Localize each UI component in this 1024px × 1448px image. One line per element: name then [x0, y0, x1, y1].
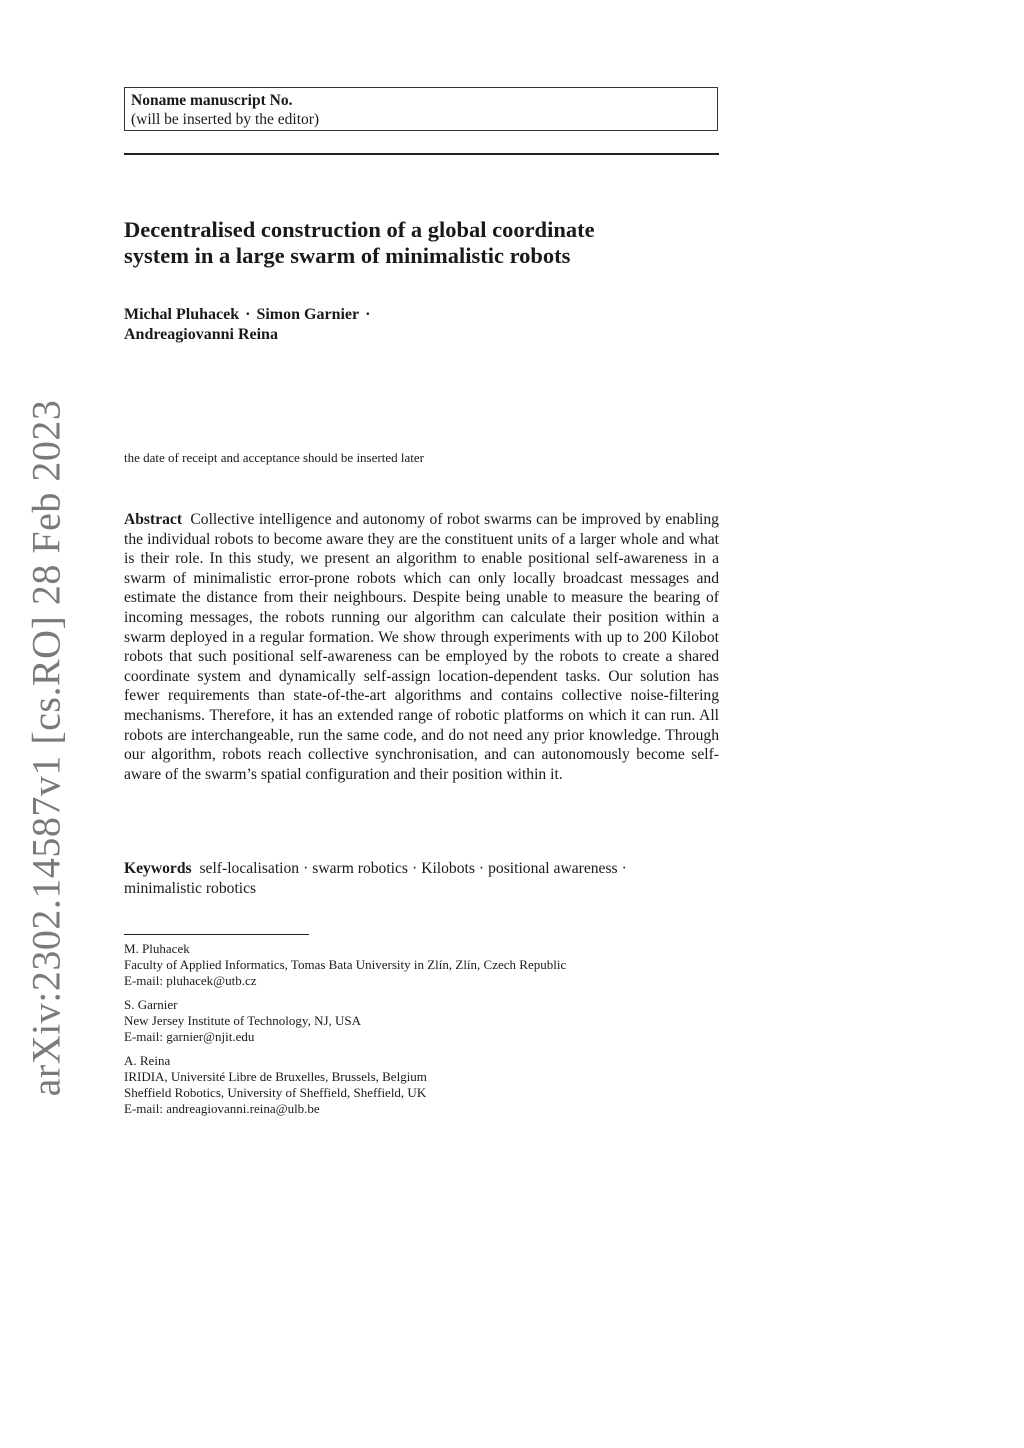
author-3: Andreagiovanni Reina [124, 326, 278, 343]
keyword-separator: · [412, 860, 418, 877]
author-list [124, 305, 644, 345]
affiliation-email: E-mail: pluhacek@utb.cz [124, 973, 257, 988]
affiliation-block [124, 941, 724, 989]
arxiv-identifier: arXiv:2302.14587v1 [cs.RO] 28 Feb 2023 [23, 399, 69, 1097]
author-2: Simon Garnier [256, 306, 360, 323]
keyword: swarm robotics [312, 860, 408, 877]
keyword: minimalistic robotics [124, 879, 257, 897]
author-1: Michal Pluhacek [124, 306, 240, 323]
author-separator: · [365, 306, 371, 323]
abstract [124, 510, 719, 784]
affiliation-name: M. Pluhacek [124, 941, 190, 956]
affiliation-block [124, 997, 724, 1045]
affiliation-block [124, 1053, 724, 1117]
keywords-label: Keywords [124, 860, 192, 877]
keyword-separator: · [303, 860, 309, 877]
manuscript-note: (will be inserted by the editor) [131, 111, 320, 128]
keyword: self-localisation [199, 860, 300, 877]
affiliation-line: Faculty of Applied Informatics, Tomas Bata University in Zlín, Zlín, Czech Republic [124, 957, 567, 972]
keyword: Kilobots [421, 860, 475, 877]
affiliation-line: IRIDIA, Université Libre de Bruxelles, Brussels, Belgium [124, 1069, 427, 1084]
abstract-label: Abstract [124, 511, 183, 528]
manuscript-box [124, 87, 718, 131]
abstract-text: Collective intelligence and autonomy of robot swarms can be improved by enabling the individual robots to become aware they are the constituent units of a larger whole and what is their role. In this study, we present an algorithm to enable positional self-awareness in a swarm of minimalistic error-prone robots which can only locally broadcast messages and estimate the distance from their neighbours. Despite being unable to measure the bearing of incoming messages, the robots running our algorithm can calculate their position within a swarm deployed in a regular formation. We show through experiments with up to 200 Kilobot robots that such positional self-awareness can be employed by the robots to create a shared coordinate system and dynamically self-assign location-dependent tasks. Our solution has fewer requirements than state-of-the-art algorithms and contains collective noise-filtering mechanisms. Therefore, it has an extended range of robotic platforms on which it can run. All robots are interchangeable, run the same code, and do not need any prior knowledge. Through our algorithm, robots reach collective synchronisation, and can autonomously become self-aware of the swarm’s spatial configuration and their position within it. [124, 511, 719, 783]
affiliation-line: Sheffield Robotics, University of Sheffield, Sheffield, UK [124, 1085, 427, 1100]
affiliation-email: E-mail: garnier@njit.edu [124, 1029, 255, 1044]
affiliation-name: S. Garnier [124, 997, 178, 1012]
header-rule [124, 153, 719, 155]
receipt-date-note: the date of receipt and acceptance should be inserted later [124, 450, 424, 465]
paper-title [124, 217, 724, 269]
keyword: positional awareness [488, 860, 618, 877]
keywords [124, 859, 719, 898]
affiliation-line: New Jersey Institute of Technology, NJ, USA [124, 1013, 362, 1028]
keyword-separator: · [478, 860, 485, 877]
manuscript-number: Noname manuscript No. [131, 92, 293, 109]
title-line-2: system in a large swarm of minimalistic robots [124, 243, 571, 268]
affiliations [124, 941, 724, 1125]
keyword-separator: · [621, 860, 627, 877]
affiliation-email: E-mail: andreagiovanni.reina@ulb.be [124, 1101, 320, 1116]
affiliation-name: A. Reina [124, 1053, 171, 1068]
title-line-1: Decentralised construction of a global coordinate [124, 217, 595, 242]
footnote-rule [124, 934, 309, 935]
author-separator: · [245, 306, 251, 323]
